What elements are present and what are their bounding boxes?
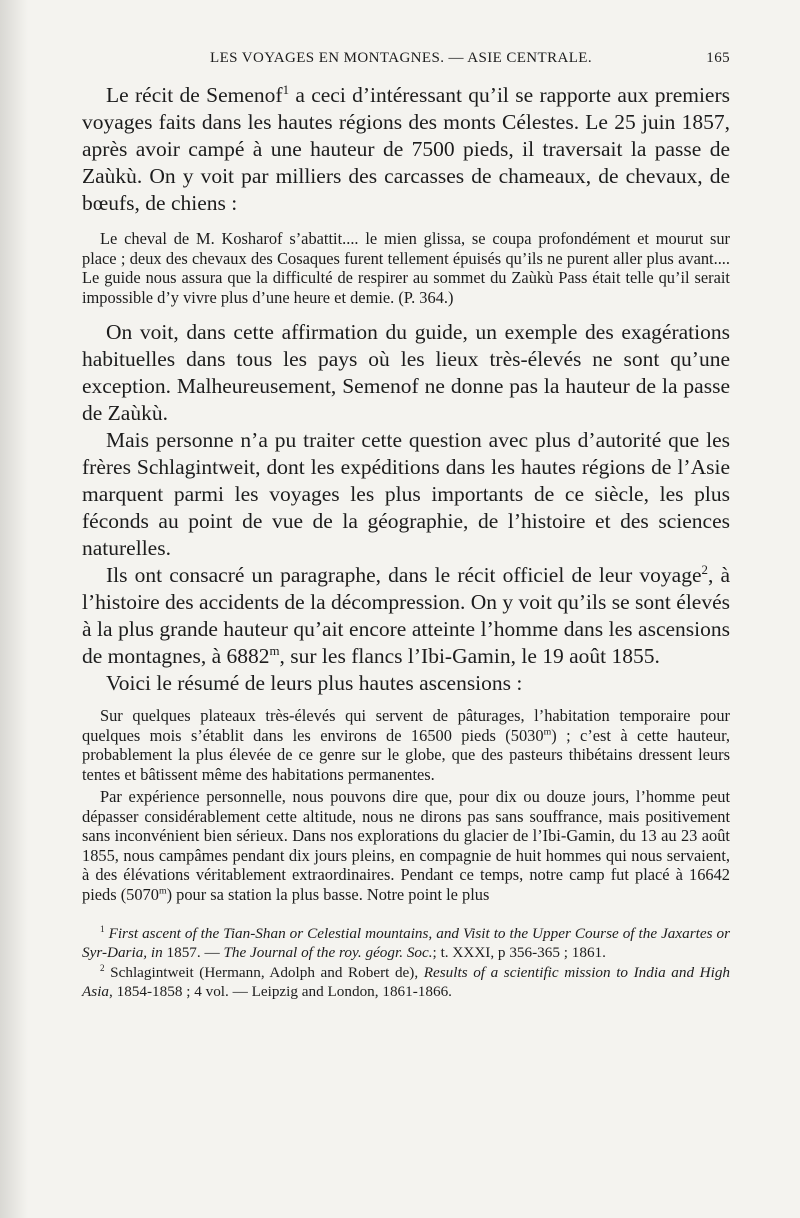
paragraph-summary-intro: Voici le résumé de leurs plus hautes ascensions : — [106, 671, 523, 695]
paragraph-schlagintweit: Mais personne n’a pu traiter cette question avec plus d’autorité que les frères Schlagintweit, dont les expéditions dans les hautes régions de l’Asie marquent parmi les voyages les plus importants de ce siècle, les plus féconds au point de vue de la géographie, de l’histoire et des sciences naturelles. — [82, 428, 730, 560]
quote-plateaux: Sur quelques plateaux très-élevés qui servent de pâturages, l’habitation temporaire pour quelques mois s’établit dans les environs de 16500 pieds (5030$^m$) ; c’est à cette hauteur, probablement la plus élevée de ce genre sur le globe, que des pasteurs thibétains dressent leurs tentes et bâtissent même des habitations permanentes. — [82, 706, 730, 784]
footnote-2: $^2$ Schlagintweit (Hermann, Adolph and Robert de), Results of a scientific mission to India and High Asia, 1854-1858 ; 4 vol. — Leipzig and London, 1861-1866. — [82, 962, 731, 1000]
footnote-1: $^1$ First ascent of the Tian-Shan or Celestial mountains, and Visit to the Upper Course of the Jaxartes or Syr-Daria, in 1857. — The Journal of the roy. géogr. Soc.; t. XXXI, p 356-365 ; 1861. — [82, 923, 731, 961]
page-body — [82, 82, 730, 1001]
page-gutter-shadow — [0, 0, 28, 1218]
paragraph-semenof: Le récit de Semenof$^1$ a ceci d’intéressant qu’il se rapporte aux premiers voyages faits dans les hautes régions des monts Célestes. Le 25 juin 1857, après avoir campé à une hauteur de 7500 pieds, il traversait la passe de Zaùkù. On y voit par milliers des carcasses de chameaux, de chevaux, de bœufs, de chiens : — [82, 82, 730, 215]
paragraph-exaggerations: On voit, dans cette affirmation du guide, un exemple des exagérations habituelles dans tous les pays où les lieux très-élevés ne sont qu’une exception. Malheureusement, Semenof ne donne pas la hauteur de la passe de Zaùkù. — [82, 320, 730, 425]
quote-kosharof: Le cheval de M. Kosharof s’abattit.... le mien glissa, se coupa profondément et mourut sur place ; deux des chevaux des Cosaques furent tellement épuisés qu’ils ne purent aller plus avant.... Le guide nous assura que la difficulté de respirer au sommet du Zaùkù Pass était telle qu’il serait impossible d’y vivre plus d’une heure et demie. (P. 364.) — [82, 229, 730, 307]
quote-experience: Par expérience personnelle, nous pouvons dire que, pour dix ou douze jours, l’homme peut dépasser considérablement cette altitude, nous ne dirons pas sans souffrance, mais positivement sans inconvénient bien sérieux. Dans nos explorations du glacier de l’Ibi-Gamin, du 13 au 23 août 1855, nous campâmes pendant dix jours pleins, en compagnie de huit hommes qui nous servaient, à des élévations véritablement extraordinaires. Pendant ce temps, notre camp fut placé à 16642 pieds (5070$^m$) pour sa station la plus basse. Notre point le plus — [82, 787, 730, 904]
paragraph-decompression: Ils ont consacré un paragraphe, dans le récit officiel de leur voyage$^2$, à l’histoire des accidents de la décompression. On y voit qu’ils se sont élevés à la plus grande hauteur qu’ait encore atteinte l’homme dans les ascensions de montagnes, à 6882$^m$, sur les flancs l’Ibi-Gamin, le 19 août 1855. — [82, 562, 730, 668]
footnote-ref-2: 2 — [701, 562, 708, 577]
running-title: LES VOYAGES EN MONTAGNES. — ASIE CENTRALE. — [210, 50, 592, 66]
footnote-ref-1: 1 — [282, 82, 290, 97]
page-number: 165 — [706, 50, 730, 66]
